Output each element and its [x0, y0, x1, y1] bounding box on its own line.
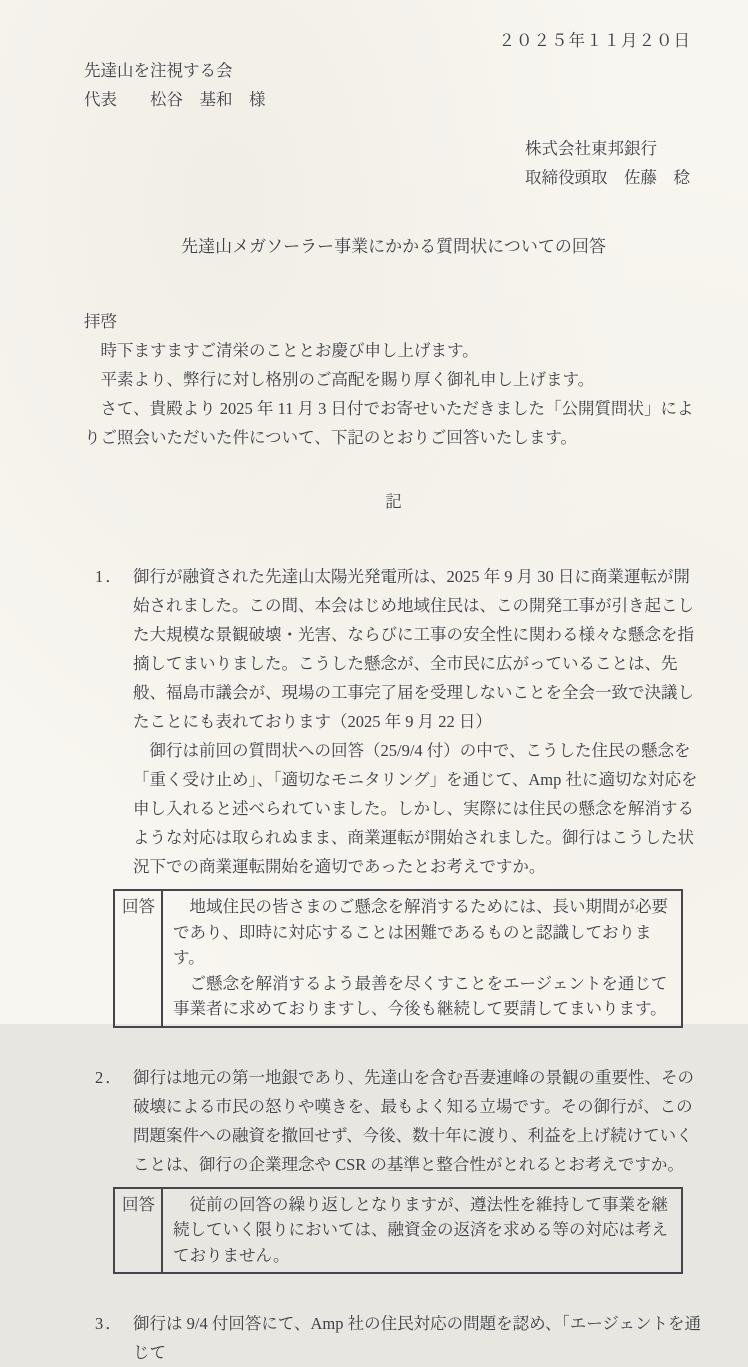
- qa-item-1: [95, 562, 703, 1028]
- answer-label: 回答: [115, 1189, 163, 1273]
- question-paragraph: 御行は 9/4 付回答にて、Amp 社の住民対応の問題を認め、「エージェントを通じて: [133, 1314, 702, 1362]
- sender-company: 株式会社東邦銀行: [525, 139, 657, 158]
- recipient-representative: 代表 松谷 基和 様: [84, 90, 266, 109]
- answer-box-1: [113, 889, 683, 1028]
- item-number: 3．: [95, 1314, 124, 1333]
- recipient-organization: 先達山を注視する会: [84, 61, 233, 80]
- answer-label: 回答: [115, 891, 163, 1026]
- question-paragraph: 御行が融資された先達山太陽光発電所は、2025 年 9 月 30 日に商業運転が開始されました。この間、本会はじめ地域住民は、この開発工事が引き起こした大規模な景観破壊・光害、ならびに工事の安全性に関わる様々な懸念を指摘してまいりました。こうした懸念が、全市民に広がっていることは、先般、福島市議会が、現場の工事完了届を受理しないことを全会一致で決議したことにも表れております（2025 年 9 月 22 日）: [133, 567, 694, 731]
- document-date: ２０２５年１１月２０日: [498, 31, 691, 50]
- item-body: [122, 1063, 703, 1275]
- item-body: [133, 1309, 703, 1367]
- greeting-line-1: 時下ますますご清栄のこととお慶び申し上げます。: [100, 341, 479, 360]
- sender-name: 取締役頭取 佐藤 稔: [525, 168, 690, 187]
- answer-content: [163, 1189, 681, 1273]
- answer-box-2: [113, 1187, 683, 1275]
- question-answer-list: [84, 562, 703, 1367]
- answer-paragraph: 従前の回答の繰り返しとなりますが、遵法性を維持して事業を継続していく限りにおいては、融資金の返済を求める等の対応は考えておりません。: [173, 1194, 668, 1265]
- greeting-line-2: 平素より、弊行に対し格別のご高配を賜り厚く御礼申し上げます。: [100, 370, 595, 389]
- sender-block: [525, 134, 703, 192]
- document-title: 先達山メガソーラー事業にかかる質問状についての回答: [181, 237, 606, 256]
- qa-item-3: [95, 1309, 703, 1367]
- item-body: [122, 562, 703, 1028]
- answer-content: [163, 891, 681, 1026]
- answer-paragraph: ご懸念を解消するよう最善を尽くすことをエージェントを通じて事業者に求めておりますし、今後も継続して要請してまいります。: [173, 973, 668, 1018]
- question-paragraph: 御行は前回の質問状への回答（25/9/4 付）の中で、こうした住民の懸念を「重く受け止め」、「適切なモニタリング」を通じて、Amp 社に適切な対応を申し入れると述べられていました。しかし、実際には住民の懸念を解消するような対応は取られぬまま、商業運転が開始されました。御行はこうした状況下での商業運転開始を適切であったとお考えですか。: [133, 741, 698, 876]
- record-marker: 記: [385, 492, 402, 511]
- salutation: 拝啓: [84, 312, 117, 331]
- intro-paragraph: さて、貴殿より 2025 年 11 月 3 日付でお寄せいただきました「公開質問状」によりご照会いただいた件について、下記のとおりご回答いたします。: [84, 399, 694, 447]
- item-number: 2．: [95, 1067, 124, 1087]
- question-paragraph: 御行は地元の第一地銀であり、先達山を含む吾妻連峰の景観の重要性、その破壊による市民の怒りや嘆きを、最もよく知る立場です。その御行が、この問題案件への融資を撤回せず、今後、数十年に渡り、利益を上げ続けていくことは、御行の企業理念や CSR の基準と整合性がとれるとお考えですか。: [133, 1067, 694, 1174]
- qa-item-2: [95, 1063, 703, 1275]
- answer-paragraph: 地域住民の皆さまのご懸念を解消するためには、長い期間が必要であり、即時に対応することは困難であるものと認識しております。: [173, 897, 668, 967]
- item-number: 1．: [95, 567, 124, 586]
